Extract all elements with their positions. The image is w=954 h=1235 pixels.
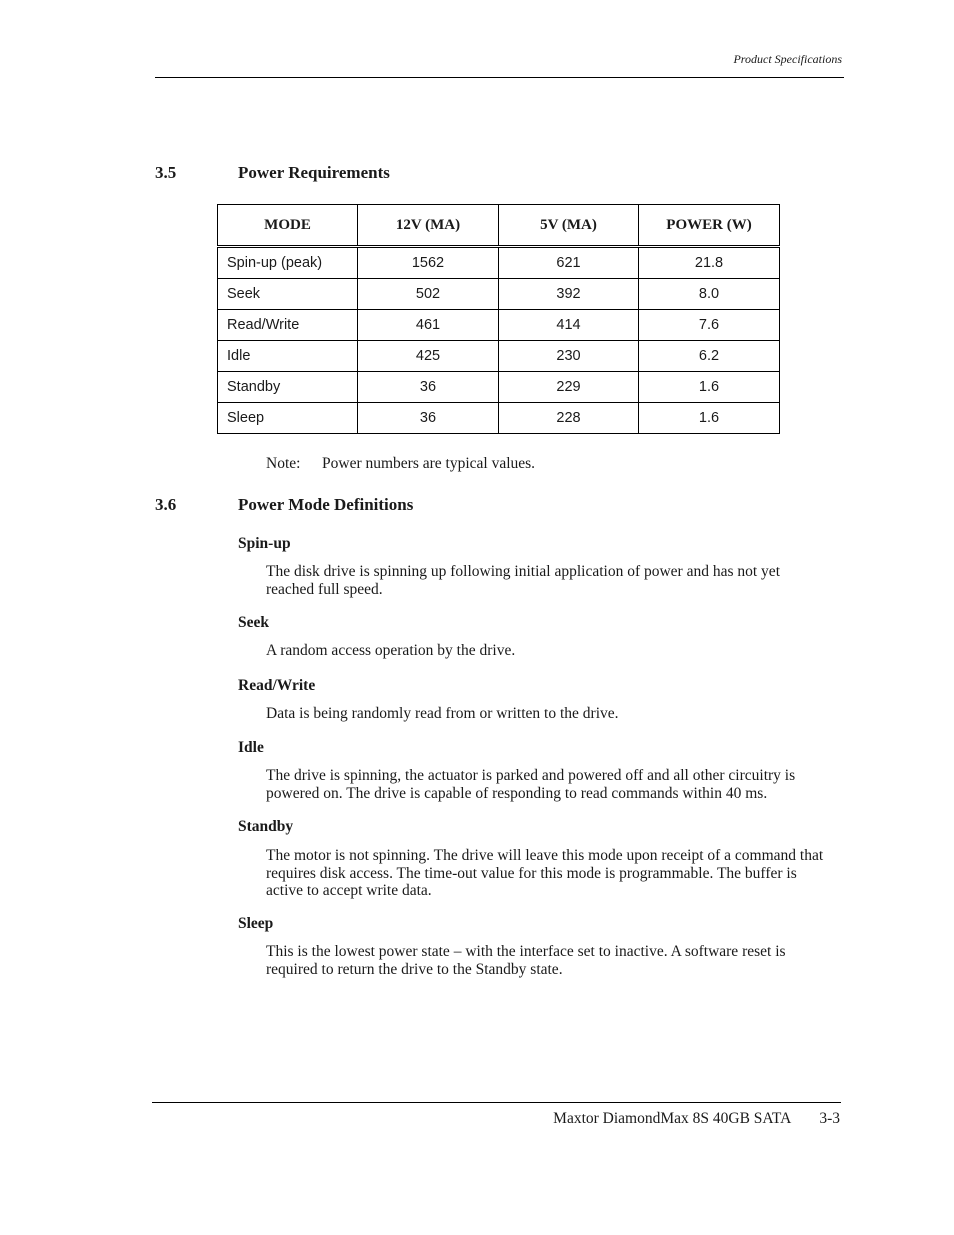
table-row [218,403,780,434]
table-header-row [218,205,780,247]
note-label: Note: [266,455,301,472]
cell-power: 7.6 [639,310,780,341]
table-row [218,372,780,403]
section-title: Power Mode Definitions [238,495,414,514]
running-header: Product Specifications [733,52,842,66]
definition-text: The drive is spinning, the actuator is parked and powered off and all other circuitry is powered on. The drive is capable of responding to read commands within 40 ms. [266,767,796,802]
page-footer [460,1110,840,1128]
cell-5v: 228 [499,403,639,434]
cell-mode: Sleep [218,403,358,434]
table-row [218,279,780,310]
definition-text: The motor is not spinning. The drive will leave this mode upon receipt of a command that requires disk access. The time-out value for this mode is programmable. The buffer is active to accept write data. [266,847,824,899]
cell-mode: Idle [218,341,358,372]
cell-5v: 229 [499,372,639,403]
definition-text: A random access operation by the drive. [266,642,516,659]
cell-mode: Seek [218,279,358,310]
column-header-5v: 5V (MA) [499,205,639,247]
definition-text: This is the lowest power state – with the interface set to inactive. A software reset is required to return the drive to the Standby state. [266,943,786,978]
cell-5v: 414 [499,310,639,341]
column-header-mode: MODE [218,205,358,247]
footer-product: Maxtor DiamondMax 8S 40GB SATA [553,1110,792,1127]
power-requirements-table [217,204,780,434]
cell-mode: Spin-up (peak) [218,247,358,279]
footer-rule [152,1102,841,1103]
cell-power: 21.8 [639,247,780,279]
definition-term: Spin-up [238,535,291,552]
cell-mode: Standby [218,372,358,403]
table-row [218,310,780,341]
definition-term: Sleep [238,915,274,932]
cell-12v: 502 [358,279,499,310]
cell-5v: 621 [499,247,639,279]
definition-text: Data is being randomly read from or written to the drive. [266,705,619,722]
page-number: 3-3 [819,1110,840,1127]
definition-term: Seek [238,614,269,631]
section-title: Power Requirements [238,163,390,182]
cell-12v: 36 [358,403,499,434]
section-number: 3.5 [155,163,177,182]
column-header-12v: 12V (MA) [358,205,499,247]
definition-text: The disk drive is spinning up following initial application of power and has not yet reached full speed. [266,563,780,598]
cell-mode: Read/Write [218,310,358,341]
cell-power: 8.0 [639,279,780,310]
definition-term: Read/Write [238,677,316,694]
cell-12v: 461 [358,310,499,341]
table-row [218,247,780,279]
cell-12v: 1562 [358,247,499,279]
definition-term: Standby [238,818,294,835]
cell-power: 1.6 [639,403,780,434]
column-header-power: POWER (W) [639,205,780,247]
definition-term: Idle [238,739,264,756]
cell-power: 1.6 [639,372,780,403]
section-number: 3.6 [155,495,177,514]
cell-5v: 230 [499,341,639,372]
table-note [266,455,535,473]
cell-5v: 392 [499,279,639,310]
cell-12v: 36 [358,372,499,403]
header-rule [155,77,844,78]
cell-power: 6.2 [639,341,780,372]
table-row [218,341,780,372]
note-text: Power numbers are typical values. [322,455,536,472]
cell-12v: 425 [358,341,499,372]
